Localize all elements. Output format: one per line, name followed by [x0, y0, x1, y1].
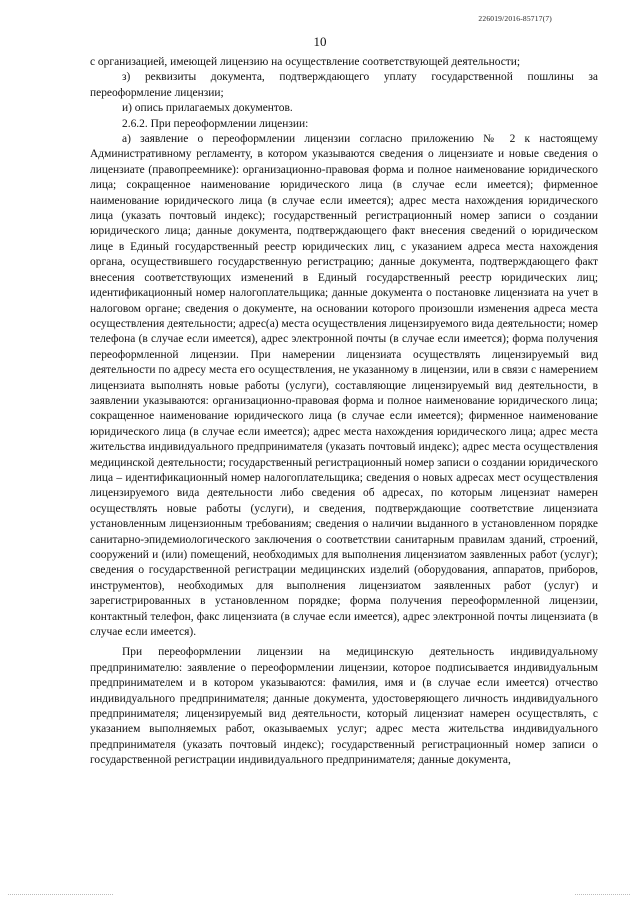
paragraph-item-i: и) опись прилагаемых документов.: [122, 102, 293, 115]
document-id: 226019/2016-85717(7): [478, 14, 552, 23]
scan-mark-right: [575, 894, 630, 895]
paragraph-item-a: а) заявление о переоформлении лицензии согласно приложению № 2 к настоящему Административному регламенту, в котором указываются сведения о лицензиате и новые сведения о лицензиате (правопреемнике): организационно-правовая форма и полное наименование юридического лица; сокращенное наименование юридического лица (в случае если имеется); фирменное наименование юридического лица (в случае если имеется); адрес места нахождения юридического лица (указать почтовый индекс); государственный регистрационный номер записи о создании юридического лица; данные документа, подтверждающего факт внесения сведений о юридическом лице в Единый государственный реестр юридических лиц, с указанием адреса места нахождения органа, осуществившего государственную регистрацию; данные документа, подтверждающего факт внесения соответствующих изменений в Единый государственный реестр юридических лиц; идентификационный номер налогоплательщика; данные документа о постановке лицензиата на учет в налоговом органе; сведения о документе, на основании которого произошли изменения адреса места осуществления деятельности; адрес(а) места осуществления лицензируемого вида деятельности; номер телефона (в случае если имеется), адрес электронной почты (в случае если имеется); форма получения переоформленной лицензии. При намерении лицензиата осуществлять лицензируемый вид деятельности по адресу места его осуществления, не указанному в лицензии, или в связи с намерением лицензиата выполнять новые работы (услуги), составляющие лицензируемый вид деятельности, в заявлении указываются: организационно-правовая форма и полное наименование юридического лица; сокращенное наименование юридического лица (в случае если имеется); фирменное наименование юридического лица (в случае если имеется); адрес места нахождения юридического лица; адрес места жительства индивидуального предпринимателя (указать почтовый индекс); адрес места осуществления медицинской деятельности; государственный регистрационный номер записи о создании юридического лица – идентификационный номер налогоплательщика; сведения о новых адресах мест осуществления лицензируемого вида деятельности либо сведения об адресах, по которым лицензиат намерен осуществлять новые работы (услуги), и сведения, подтверждающие соответствие лицензиата установленным лицензионным требованиям; сведения о наличии выданного в установленном порядке санитарно-эпидемиологического заключения о соответствии санитарным правилам зданий, строений, сооружений и (или) помещений, необходимых для выполнения лицензиатом заявленных работ (услуг); сведения о государственной регистрации медицинских изделий (оборудования, аппаратов, приборов, инструментов), необходимых для выполнения лицензиатом заявленных работ (услуг) и зарегистрированных в установленном порядке; форма получения переоформленной лицензии, контактный телефон, факс лицензиата (в случае если имеется), адрес электронной почты лицензиата (в случае если имеется).: [90, 133, 598, 639]
scan-artifact-marks: [0, 889, 640, 895]
paragraph-organization-license: с организацией, имеющей лицензию на осуществление соответствующей деятельности;: [90, 56, 521, 68]
paragraph-individual-entrepreneur: При переоформлении лицензии на медицинскую деятельность индивидуальному предпринимателю: заявление о переоформлении лицензии, которое подписывается индивидуальным предпринимателем и в котором указываются: фамилия, имя и (в случае если имеется) отчество индивидуального предпринимателя; данные документа, удостоверяющего личность индивидуального предпринимателя; лицензируемый вид деятельности, который лицензиат намерен осуществлять, с указанием выполняемых работ, оказываемых услуг; адрес места жительства индивидуального предпринимателя (указать почтовый индекс); государственный регистрационный номер записи о государственной регистрации индивидуального предпринимателя; данные документа,: [90, 646, 598, 767]
section-heading-2-6-2: 2.6.2. При переоформлении лицензии:: [122, 117, 309, 130]
scan-mark-left: [8, 894, 113, 895]
page-number: 10: [313, 34, 327, 49]
document-body: [90, 55, 598, 769]
paragraph-item-z: з) реквизиты документа, подтверждающего уплату государственной пошлины за переоформление лицензии;: [90, 71, 598, 99]
